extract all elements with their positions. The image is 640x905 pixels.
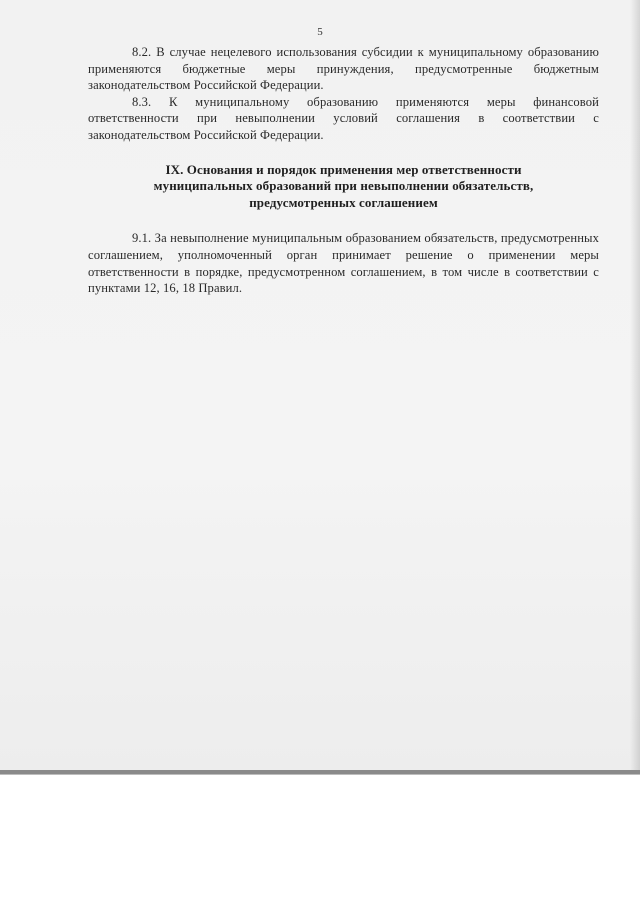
paragraph-8-3: 8.3. К муниципальному образованию применяются меры финансовой ответственности при невыполнении условий соглашения в соответствии с законодательством Российской Федерации. — [88, 94, 599, 142]
paper-edge-shadow — [630, 0, 640, 770]
section-heading-line-1: IX. Основания и порядок применения мер ответственности — [165, 161, 522, 177]
paragraph-9-1: 9.1. За невыполнение муниципальным образованием обязательств, предусмотренных соглашением, уполномоченный орган принимает решение о применении меры ответственности в порядке, предусмотренном соглашением, в том числе в соответствии с пунктами 12, 16, 18 Правил. — [88, 231, 599, 296]
page-number: 5 — [317, 26, 323, 38]
section-heading — [88, 162, 599, 212]
paragraph-8-2: 8.2. В случае нецелевого использования субсидии к муниципальному образованию применяются бюджетные меры принуждения, предусмотренные бюджетным законодательством Российской Федерации. — [88, 45, 599, 93]
section-heading-line-3: предусмотренных соглашением — [249, 194, 438, 210]
document-body — [88, 44, 599, 297]
section-heading-line-2: муниципальных образований при невыполнении обязательств, — [153, 178, 534, 194]
